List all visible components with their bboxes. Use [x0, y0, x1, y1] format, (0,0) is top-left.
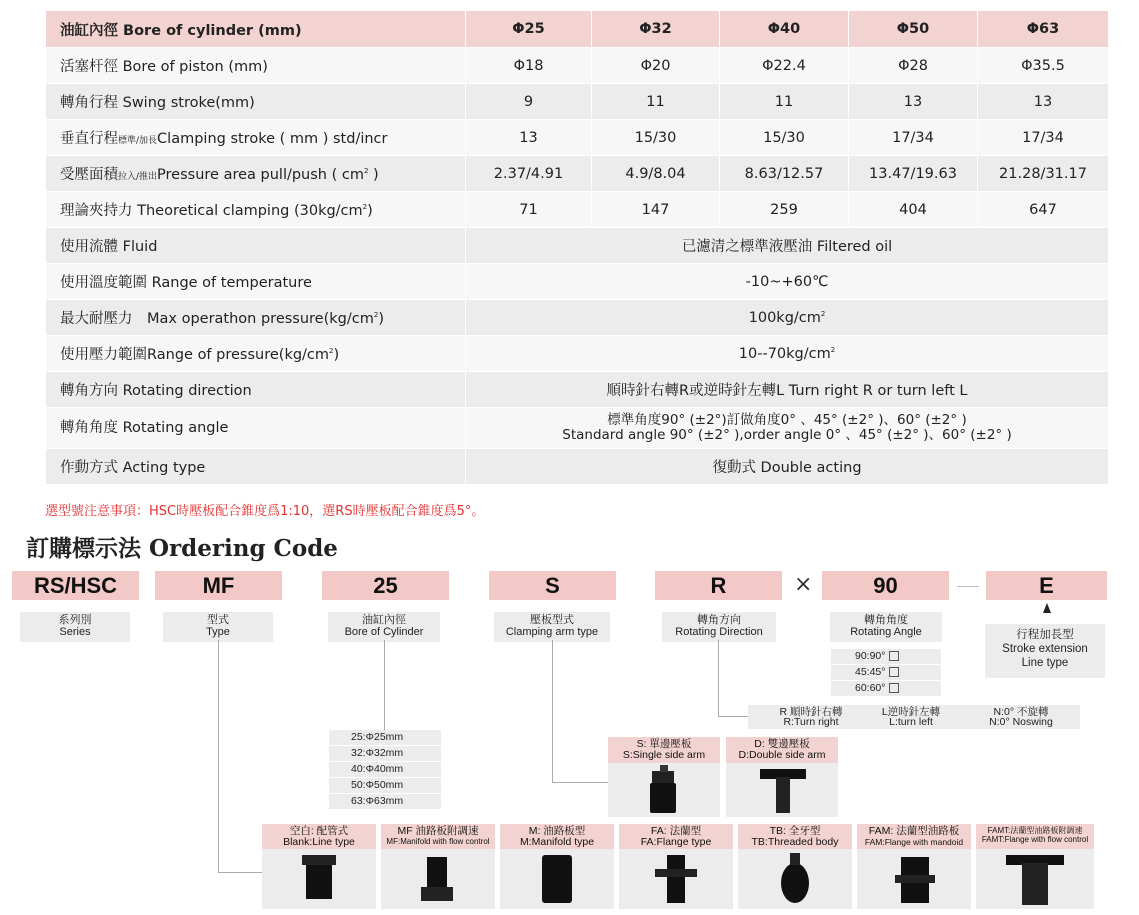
spec-row	[46, 300, 1109, 336]
code-bore: 25	[322, 571, 449, 600]
spec-cell: Φ22.4	[720, 48, 849, 84]
connector-line	[218, 640, 219, 872]
flange-cylinder-icon	[619, 849, 733, 909]
spec-cell: 647	[978, 192, 1109, 228]
type-image	[381, 849, 495, 909]
spec-row	[46, 264, 1109, 300]
desc-bore: 油缸內徑 Bore of Cylinder	[328, 612, 440, 642]
desc-series: 系列別 Series	[20, 612, 130, 642]
desc-angle: 轉角角度 Rotating Angle	[830, 612, 942, 642]
spec-row	[46, 120, 1109, 156]
spec-cell: 4.9/8.04	[592, 156, 720, 192]
spec-cell: Φ20	[592, 48, 720, 84]
checkbox-icon	[889, 683, 899, 693]
type-option-m[interactable]: M: 油路板型 M:Manifold type	[500, 824, 614, 850]
spec-cell: 17/34	[978, 120, 1109, 156]
type-image	[262, 849, 376, 909]
spec-cell: 21.28/31.17	[978, 156, 1109, 192]
type-option-famt[interactable]: FAMT:法蘭型油路板附調速 FAMT:Flange with flow control	[976, 824, 1094, 850]
spec-cell: 13	[466, 120, 592, 156]
type-option-fa[interactable]: FA: 法蘭型 FA:Flange type	[619, 824, 733, 850]
spec-row-label: 理論夾持力 Theoretical clamping $(30kg/cm^2)$	[46, 192, 466, 228]
spec-cell: 8.63/12.57	[720, 156, 849, 192]
spec-span-cell: -10~+60℃	[466, 264, 1109, 300]
connector-line	[718, 640, 719, 716]
angle-option[interactable]: 60:60°	[831, 681, 941, 697]
dash-separator	[957, 586, 979, 587]
type-option-blank[interactable]: 空白: 配管式 Blank:Line type	[262, 824, 376, 850]
spec-row-label: 作動方式 Acting type	[46, 449, 466, 485]
spec-span-cell: $10--70kg/cm^2$	[466, 336, 1109, 372]
connector-line	[218, 872, 262, 873]
spec-row-label: 轉角方向 Rotating direction	[46, 372, 466, 408]
spec-row	[46, 449, 1109, 485]
code-type: MF	[155, 571, 282, 600]
bore-option[interactable]: 25:Φ25mm	[329, 730, 441, 746]
connector-line	[552, 640, 553, 782]
spec-cell: Φ18	[466, 48, 592, 84]
code-arm: S	[489, 571, 616, 600]
spec-row-label: 受壓面積拉入/推出Pressure area pull/push ( $cm^2$ )	[46, 156, 466, 192]
code-series: RS/HSC	[12, 571, 139, 600]
code-extension: E	[986, 571, 1107, 600]
double-arm-clamp-icon	[726, 763, 838, 817]
checkbox-icon	[889, 651, 899, 661]
spec-cell: 15/30	[592, 120, 720, 156]
direction-option[interactable]: N:0° 不旋轉 N:0° Noswing	[989, 706, 1053, 728]
spec-span-cell: 已濾清之標準液壓油 Filtered oil	[466, 228, 1109, 264]
spec-row-label: 轉角角度 Rotating angle	[46, 408, 466, 449]
angle-options	[831, 649, 941, 697]
spec-header-value: Φ40	[720, 11, 849, 48]
spec-row	[46, 228, 1109, 264]
threaded-body-cylinder-icon	[738, 849, 852, 909]
spec-cell: 13.47/19.63	[849, 156, 978, 192]
spec-row	[46, 336, 1109, 372]
desc-direction: 轉角方向 Rotating Direction	[662, 612, 776, 642]
connector-line	[552, 782, 608, 783]
spec-cell: Φ35.5	[978, 48, 1109, 84]
direction-option[interactable]: L逆時針左轉 L:turn left	[881, 706, 941, 728]
bore-option[interactable]: 40:Φ40mm	[329, 762, 441, 778]
spec-cell: 11	[592, 84, 720, 120]
direction-options	[748, 705, 1080, 729]
spec-span-cell: 復動式 Double acting	[466, 449, 1109, 485]
arm-option-double[interactable]: D: 雙邊壓板 D:Double side arm	[726, 737, 838, 764]
spec-cell: 13	[849, 84, 978, 120]
spec-header-value: Φ63	[978, 11, 1109, 48]
angle-option[interactable]: 90:90°	[831, 649, 941, 665]
spec-cell: 13	[978, 84, 1109, 120]
flange-manifold-flow-cylinder-icon	[976, 849, 1094, 909]
type-image	[500, 849, 614, 909]
times-symbol: ×	[794, 572, 813, 597]
type-image	[619, 849, 733, 909]
spec-row-label: 活塞杆徑 Bore of piston (mm)	[46, 48, 466, 84]
spec-row	[46, 48, 1109, 84]
spec-row-label: 最大耐壓力 Max operathon $pressure(kg/cm^2)$	[46, 300, 466, 336]
spec-cell: 259	[720, 192, 849, 228]
spec-cell: 71	[466, 192, 592, 228]
spec-span-cell: $100kg/cm^2$	[466, 300, 1109, 336]
checkbox-icon	[889, 667, 899, 677]
spec-table	[45, 10, 1109, 485]
desc-arm: 壓板型式 Clamping arm type	[494, 612, 610, 642]
spec-header-row	[46, 11, 1109, 48]
type-image	[857, 849, 971, 909]
arrow-up-icon	[1043, 603, 1051, 613]
spec-cell: 2.37/4.91	[466, 156, 592, 192]
selection-note: 選型號注意事項：HSC時壓板配合錐度爲1:10，選RS時壓板配合錐度爲5°。	[45, 504, 485, 519]
single-arm-clamp-icon	[608, 763, 720, 817]
angle-option[interactable]: 45:45°	[831, 665, 941, 681]
bore-option[interactable]: 63:Φ63mm	[329, 794, 441, 810]
connector-line	[718, 716, 748, 717]
spec-row-label: 使用溫度範圍 Range of temperature	[46, 264, 466, 300]
type-image	[976, 849, 1094, 909]
spec-cell: 15/30	[720, 120, 849, 156]
type-option-fam[interactable]: FAM: 法蘭型油路板 FAM:Flange with mandoid	[857, 824, 971, 850]
spec-header-value: Φ32	[592, 11, 720, 48]
spec-row-label: 轉角行程 Swing stroke(mm)	[46, 84, 466, 120]
spec-span-cell: 標準角度90° (±2°)訂做角度0° 、45° (±2° )、60° (±2° ) Standard angle 90° (±2° ),order angle 0° 、45° (±2° )、60° (±2° )	[466, 408, 1109, 449]
double-arm-image	[726, 763, 838, 817]
spec-cell: 404	[849, 192, 978, 228]
spec-row-label: 使用流體 Fluid	[46, 228, 466, 264]
code-direction: R	[655, 571, 782, 600]
desc-type: 型式 Type	[163, 612, 273, 642]
spec-row	[46, 408, 1109, 449]
bore-options	[329, 730, 441, 810]
spec-cell: 147	[592, 192, 720, 228]
spec-cell: 17/34	[849, 120, 978, 156]
spec-row	[46, 192, 1109, 228]
spec-header-value: Φ50	[849, 11, 978, 48]
single-arm-image	[608, 763, 720, 817]
spec-cell: 11	[720, 84, 849, 120]
spec-cell: 9	[466, 84, 592, 120]
ordering-code-title: 訂購標示法 Ordering Code	[26, 535, 338, 562]
bore-option[interactable]: 50:Φ50mm	[329, 778, 441, 794]
spec-row	[46, 156, 1109, 192]
type-option-mf[interactable]: MF 油路板附調速 MF:Manifold with flow control	[381, 824, 495, 850]
spec-span-cell: 順時針右轉R或逆時針左轉L Turn right R or turn left L	[466, 372, 1109, 408]
line-type-cylinder-icon	[262, 849, 376, 909]
spec-header-value: Φ25	[466, 11, 592, 48]
spec-cell: Φ28	[849, 48, 978, 84]
spec-row	[46, 84, 1109, 120]
spec-row-label: 垂直行程標準/加長Clamping stroke ( mm ) std/incr	[46, 120, 466, 156]
code-angle: 90	[822, 571, 949, 600]
connector-line	[384, 640, 385, 730]
direction-option[interactable]: R 順時針右轉 R:Turn right	[779, 706, 843, 728]
manifold-cylinder-icon	[500, 849, 614, 909]
desc-extension: 行程加長型 Stroke extension Line type	[985, 624, 1105, 678]
bore-option[interactable]: 32:Φ32mm	[329, 746, 441, 762]
type-image	[738, 849, 852, 909]
manifold-flow-cylinder-icon	[381, 849, 495, 909]
flange-manifold-cylinder-icon	[857, 849, 971, 909]
type-option-tb[interactable]: TB: 全牙型 TB:Threaded body	[738, 824, 852, 850]
arm-option-single[interactable]: S: 單邊壓板 S:Single side arm	[608, 737, 720, 764]
spec-header-label: 油缸內徑 Bore of cylinder (mm)	[46, 11, 466, 48]
spec-row-label: 使用壓力範圍Range of $pressure(kg/cm^2)$	[46, 336, 466, 372]
spec-row	[46, 372, 1109, 408]
